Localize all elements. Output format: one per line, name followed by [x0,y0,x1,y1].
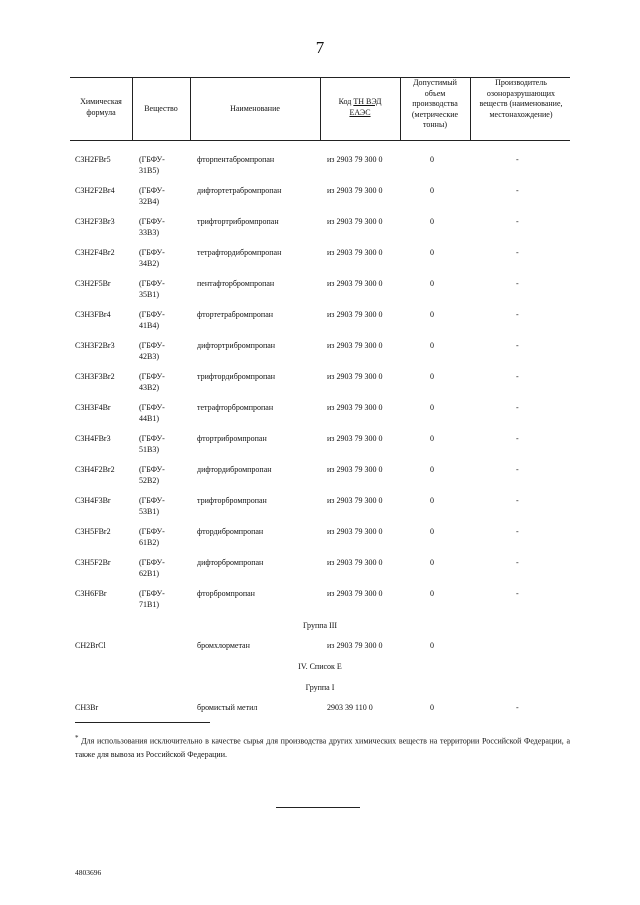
table-header-bottom-rule [70,140,570,141]
cell-producer: - [516,217,519,226]
table-row [0,432,640,463]
cell-producer: - [516,434,519,443]
cell-code: 2903 39 110 0 [327,703,373,712]
cell-formula: CH2BrCl [75,641,106,650]
document-id: 4803696 [75,868,102,877]
header-divider-4 [400,77,401,140]
cell-substance: (ГБФУ- 51B3) [139,434,165,454]
cell-code: из 2903 79 300 0 [327,465,383,474]
footnote [75,732,570,761]
cell-substance: (ГБФУ- 42B3) [139,341,165,361]
cell-code: из 2903 79 300 0 [327,155,383,164]
cell-volume: 0 [430,248,434,257]
table-row [0,339,640,370]
cell-name: трифтордибромпропан [197,372,276,381]
cell-volume: 0 [430,186,434,195]
header-substance: Вещество [144,104,178,113]
header-divider-3 [320,77,321,140]
cell-substance: (ГБФУ- 35B1) [139,279,165,299]
cell-name: дифторбромпропан [197,558,264,567]
header-volume: Допустимый объем производства (метрические тонны) [411,78,459,129]
table-row [0,370,640,401]
cell-code: из 2903 79 300 0 [327,403,383,412]
table-row [0,639,640,659]
cell-code: из 2903 79 300 0 [327,641,383,650]
footnote-mark: * [75,734,79,742]
cell-substance: (ГБФУ- 43B2) [139,372,165,392]
cell-code: из 2903 79 300 0 [327,558,383,567]
cell-substance: (ГБФУ- 34B2) [139,248,165,268]
cell-producer: - [516,403,519,412]
cell-code: из 2903 79 300 0 [327,496,383,505]
header-name: Наименование [230,104,280,113]
cell-formula: CH3Br [75,703,99,712]
list-e-heading: IV. Список Е [298,662,342,671]
footnote-text: Для использования исключительно в качестве сырья для производства других химических веществ на территории Российской Федерации, а также для вывоза из Российской Федерации. [75,736,571,759]
cell-code: из 2903 79 300 0 [327,186,383,195]
cell-volume: 0 [430,279,434,288]
rows-group-2 [0,153,640,618]
cell-code: из 2903 79 300 0 [327,217,383,226]
cell-code: из 2903 79 300 0 [327,589,383,598]
table-row [0,184,640,215]
cell-producer: - [516,186,519,195]
table-row [0,701,640,721]
cell-name: бромхлорметан [197,641,250,650]
cell-substance: (ГБФУ- 33B3) [139,217,165,237]
cell-code: из 2903 79 300 0 [327,372,383,381]
cell-volume: 0 [430,527,434,536]
cell-name: фтортрибромпропан [197,434,267,443]
table-row [0,587,640,618]
header-code-prefix: Код [338,97,354,106]
cell-code: из 2903 79 300 0 [327,279,383,288]
table-row [0,494,640,525]
cell-formula: C3H4F3Br [75,496,111,505]
table-row [0,246,640,277]
cell-volume: 0 [430,703,434,712]
page-number: 7 [315,38,325,57]
header-divider-2 [190,77,191,140]
table-row [0,153,640,184]
cell-producer: - [516,155,519,164]
cell-volume: 0 [430,496,434,505]
cell-producer: - [516,248,519,257]
cell-volume: 0 [430,403,434,412]
cell-substance: (ГБФУ- 71B1) [139,589,165,609]
cell-name: пентафторбромпропан [197,279,275,288]
cell-formula: C3H5FBr2 [75,527,111,536]
cell-code: из 2903 79 300 0 [327,341,383,350]
footnote-rule [75,722,210,723]
cell-name: дифтортетрабромпропан [197,186,282,195]
cell-formula: C3H6FBr [75,589,107,598]
cell-producer: - [516,703,519,712]
table-row [0,277,640,308]
group-1-heading: Группа I [305,683,335,692]
cell-producer: - [516,310,519,319]
cell-substance: (ГБФУ- 44B1) [139,403,165,423]
cell-substance: (ГБФУ- 62B1) [139,558,165,578]
cell-producer: - [516,496,519,505]
cell-formula: C3H5F2Br [75,558,111,567]
cell-producer: - [516,558,519,567]
header-code-link[interactable]: ТН ВЭД ЕАЭС [349,97,382,117]
cell-code: из 2903 79 300 0 [327,248,383,257]
table-row [0,556,640,587]
cell-producer: - [516,589,519,598]
header-formula: Химическая формула [80,97,122,117]
group-3-heading: Группа III [302,621,338,630]
table-row [0,215,640,246]
cell-name: фторпентабромпропан [197,155,275,164]
cell-volume: 0 [430,434,434,443]
cell-substance: (ГБФУ- 32B4) [139,186,165,206]
cell-code: из 2903 79 300 0 [327,434,383,443]
cell-volume: 0 [430,641,434,650]
cell-volume: 0 [430,341,434,350]
cell-producer: - [516,527,519,536]
cell-code: из 2903 79 300 0 [327,527,383,536]
cell-substance: (ГБФУ- 41B4) [139,310,165,330]
cell-name: тетрафтордибромпропан [197,248,282,257]
cell-name: дифтордибромпропан [197,465,272,474]
header-code [330,97,390,118]
cell-name: фтортетрабромпропан [197,310,274,319]
cell-formula: C3H2FBr5 [75,155,111,164]
table-body [0,153,640,721]
cell-formula: C3H3F2Br3 [75,341,115,350]
header-divider-5 [470,77,471,140]
cell-formula: C3H2F3Br3 [75,217,115,226]
cell-producer: - [516,372,519,381]
cell-code: из 2903 79 300 0 [327,310,383,319]
cell-volume: 0 [430,372,434,381]
end-rule [276,807,360,808]
cell-substance: (ГБФУ- 61B2) [139,527,165,547]
cell-producer: - [516,465,519,474]
cell-name: бромистый метил [197,703,258,712]
table-row [0,308,640,339]
cell-name: трифтортрибромпропан [197,217,279,226]
cell-volume: 0 [430,465,434,474]
cell-volume: 0 [430,589,434,598]
cell-substance: (ГБФУ- 31B5) [139,155,165,175]
cell-formula: C3H2F2Br4 [75,186,115,195]
cell-producer: - [516,279,519,288]
cell-producer: - [516,341,519,350]
header-producer: Производитель озоноразрушающих веществ (наименование, местонахождение) [479,78,563,119]
cell-formula: C3H2F5Br [75,279,111,288]
cell-substance: (ГБФУ- 53B1) [139,496,165,516]
cell-name: дифтортрибромпропан [197,341,276,350]
cell-volume: 0 [430,217,434,226]
table-row [0,525,640,556]
cell-formula: C3H4FBr3 [75,434,111,443]
cell-formula: C3H4F2Br2 [75,465,115,474]
table-row [0,463,640,494]
cell-volume: 0 [430,558,434,567]
cell-formula: C3H3F4Br [75,403,111,412]
cell-name: тетрафторбромпропан [197,403,274,412]
table-row [0,401,640,432]
cell-substance: (ГБФУ- 52B2) [139,465,165,485]
cell-formula: C3H3FBr4 [75,310,111,319]
cell-name: фторбромпропан [197,589,255,598]
cell-volume: 0 [430,310,434,319]
cell-name: фтордибромпропан [197,527,264,536]
cell-name: трифторбромпропан [197,496,267,505]
header-divider-1 [132,77,133,140]
cell-formula: C3H3F3Br2 [75,372,115,381]
cell-volume: 0 [430,155,434,164]
cell-formula: C3H2F4Br2 [75,248,115,257]
